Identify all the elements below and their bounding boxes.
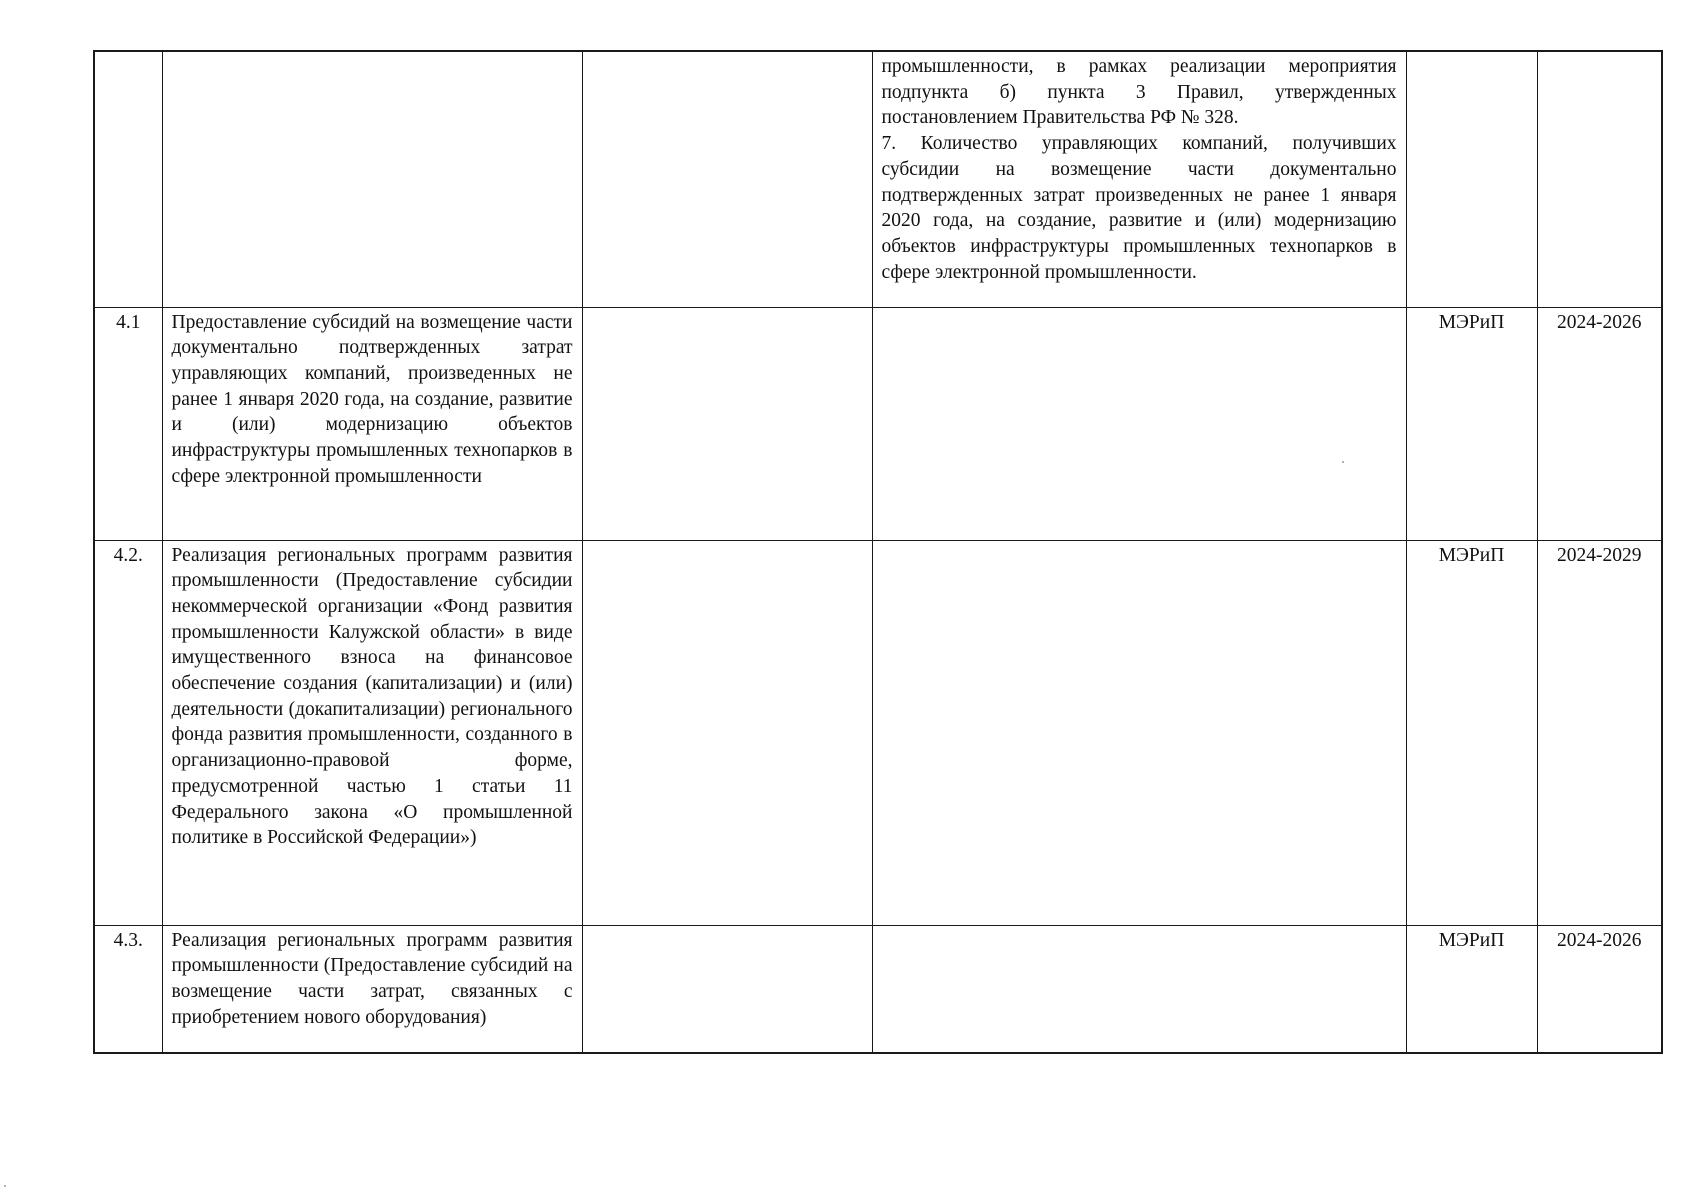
executor-cell: МЭРиП (1406, 307, 1537, 540)
scan-speck (1342, 461, 1344, 463)
event-cell: Реализация региональных программ развития промышленности (Предоставление субсидий на возмещение части затрат, связанных с приобретением нового оборудования) (162, 925, 582, 1053)
indicator-paragraph: промышленности, в рамках реализации мероприятия подпункта б) пункта 3 Правил, утвержденных постановлением Правительства РФ № 328. (881, 56, 1397, 129)
row-number-cell: 4.2. (94, 540, 162, 925)
empty-cell (582, 307, 872, 540)
scan-speck (4, 1185, 6, 1187)
indicators-cell (872, 307, 1406, 540)
table-row (94, 925, 1662, 1053)
row-number-cell: 4.3. (94, 925, 162, 1053)
period-cell: 2024-2029 (1537, 540, 1662, 925)
empty-cell (582, 925, 872, 1053)
period-cell: 2024-2026 (1537, 307, 1662, 540)
indicators-cell (872, 540, 1406, 925)
row-number-cell (94, 51, 162, 307)
empty-cell (582, 540, 872, 925)
event-cell: Предоставление субсидий на возмещение части документально подтвержденных затрат управляющих компаний, произведенных не ранее 1 января 2020 года, на создание, развитие и (или) модернизацию объектов инфраструктуры промышленных технопарков в сфере электронной промышленности (162, 307, 582, 540)
executor-cell: МЭРиП (1406, 925, 1537, 1053)
period-cell: 2024-2026 (1537, 925, 1662, 1053)
indicators-cell (872, 925, 1406, 1053)
event-cell (162, 51, 582, 307)
table-row (94, 307, 1662, 540)
executor-cell: МЭРиП (1406, 540, 1537, 925)
event-cell: Реализация региональных программ развития промышленности (Предоставление субсидии некоммерческой организации «Фонд развития промышленности Калужской области» в виде имущественного взноса на финансовое обеспечение создания (капитализации) и (или) деятельности (докапитализации) регионального фонда развития промышленности, созданного в организационно-правовой форме, предусмотренной частью 1 статьи 11 Федерального закона «О промышленной политике в Российской Федерации») (162, 540, 582, 925)
measures-table (93, 50, 1663, 1054)
executor-cell (1406, 51, 1537, 307)
table-row (94, 51, 1662, 307)
row-number-cell: 4.1 (94, 307, 162, 540)
period-cell (1537, 51, 1662, 307)
indicator-paragraph: 7. Количество управляющих компаний, получивших субсидии на возмещение части документально подтвержденных затрат произведенных не ранее 1 января 2020 года, на создание, развитие и (или) модернизацию объектов инфраструктуры промышленных технопарков в сфере электронной промышленности. (881, 133, 1397, 283)
indicators-cell (872, 51, 1406, 307)
empty-cell (582, 51, 872, 307)
table-row (94, 540, 1662, 925)
